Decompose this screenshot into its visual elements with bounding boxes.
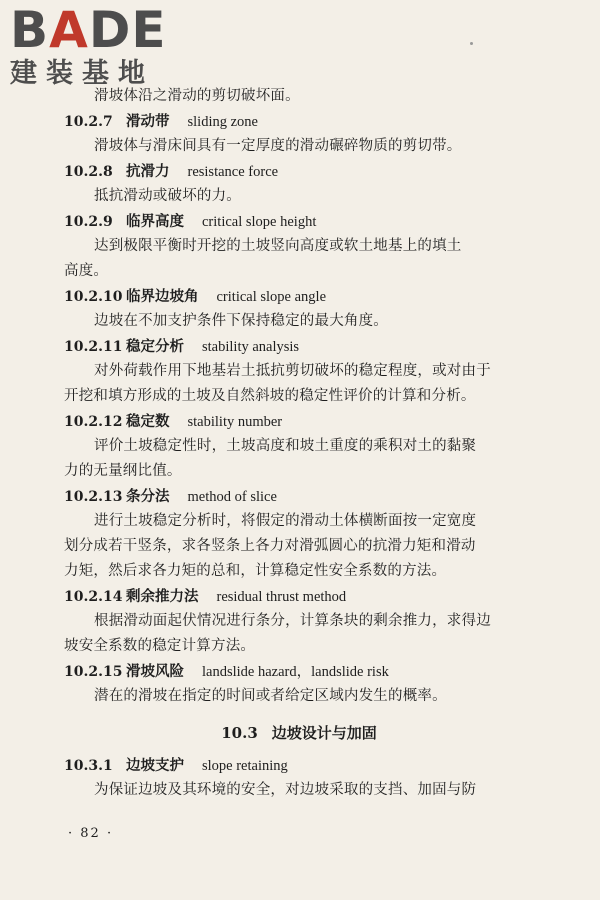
term-chinese: 滑坡风险 [126, 663, 184, 680]
term-definition-line: 滑坡体与滑床间具有一定厚度的滑动碾碎物质的剪切带。 [94, 138, 462, 154]
term-entry [64, 284, 534, 334]
term-definition-line: 潜在的滑坡在指定的时间或者给定区域内发生的概率。 [94, 688, 447, 704]
term-heading [64, 484, 534, 509]
term-definition-line: 进行土坡稳定分析时，将假定的滑动土体横断面按一定宽度 [94, 513, 477, 529]
section-heading [64, 715, 534, 751]
term-definition-line: 高度。 [64, 263, 109, 279]
entries-list-a [64, 109, 534, 709]
page-content [64, 84, 534, 803]
term-heading [64, 659, 534, 684]
term-definition-line: 为保证边坡及其环境的安全，对边坡采取的支挡、加固与防 [94, 782, 477, 798]
term-number: 10.2.15 [64, 664, 123, 680]
term-entry [64, 753, 534, 803]
logo-wordmark: BADE [10, 1, 167, 59]
section-number: 10.3 [221, 724, 258, 742]
term-chinese: 条分法 [126, 488, 170, 505]
term-number: 10.2.13 [64, 489, 123, 505]
term-chinese: 临界高度 [126, 213, 184, 230]
term-chinese: 边坡支护 [126, 757, 184, 774]
term-chinese: 抗滑力 [126, 163, 170, 180]
term-entry [64, 409, 534, 484]
term-number: 10.2.8 [64, 164, 113, 180]
term-definition-line: 对外荷载作用下地基岩土抵抗剪切破坏的稳定程度，或对由于 [94, 363, 491, 379]
entries-list-b [64, 753, 534, 803]
term-english: stability number [187, 414, 283, 430]
term-definition-line: 抵抗滑动或破坏的力。 [94, 188, 241, 204]
term-definition-line: 开挖和填方形成的土坡及自然斜坡的稳定性评价的计算和分析。 [64, 388, 476, 404]
term-entry [64, 484, 534, 584]
term-definition-line: 划分成若干竖条，求各竖条上各力对滑弧圆心的抗滑力矩和滑动 [64, 538, 476, 554]
intro-line: 滑坡体沿之滑动的剪切破坏面。 [94, 88, 300, 104]
term-number: 10.2.9 [64, 214, 113, 230]
term-definition-line: 坡安全系数的稳定计算方法。 [64, 638, 256, 654]
term-heading [64, 409, 534, 434]
term-entry [64, 584, 534, 659]
term-chinese: 滑动带 [126, 113, 170, 130]
term-chinese: 稳定分析 [126, 338, 184, 355]
term-heading [64, 334, 534, 359]
term-definition-line: 评价土坡稳定性时，土坡高度和坡土重度的乘积对土的黏聚 [94, 438, 477, 454]
term-number: 10.2.10 [64, 289, 123, 305]
term-english: residual thrust method [216, 589, 347, 605]
page-number: · 82 · [68, 826, 114, 841]
term-number: 10.2.7 [64, 114, 113, 130]
term-entry [64, 659, 534, 709]
term-chinese: 临界边坡角 [126, 288, 199, 305]
term-number: 10.2.12 [64, 414, 123, 430]
term-english: stability analysis [202, 339, 300, 355]
term-definition-line: 力矩，然后求各力矩的总和，计算稳定性安全系数的方法。 [64, 563, 447, 579]
term-chinese: 剩余推力法 [126, 588, 199, 605]
term-heading [64, 284, 534, 309]
term-english: resistance force [187, 164, 279, 180]
term-heading [64, 753, 534, 778]
term-entry [64, 109, 534, 159]
term-entry [64, 334, 534, 409]
term-english: method of slice [187, 489, 277, 505]
logo-subtitle: 建装基地 [10, 58, 154, 89]
term-english: landslide hazard，landslide risk [202, 664, 389, 680]
term-heading [64, 584, 534, 609]
term-english: critical slope height [202, 214, 317, 230]
term-entry [64, 159, 534, 209]
term-english: slope retaining [202, 758, 288, 774]
term-heading [64, 209, 534, 234]
term-chinese: 稳定数 [126, 413, 170, 430]
term-definition-line: 力的无量纲比值。 [64, 463, 182, 479]
section-title: 边坡设计与加固 [271, 724, 377, 742]
term-heading [64, 109, 534, 134]
term-definition-line: 达到极限平衡时开挖的土坡竖向高度或软土地基上的填土 [94, 238, 462, 254]
term-english: critical slope angle [216, 289, 327, 305]
term-entry [64, 209, 534, 284]
term-number: 10.3.1 [64, 758, 113, 774]
scan-speck [470, 42, 473, 45]
term-number: 10.2.14 [64, 589, 123, 605]
term-heading [64, 159, 534, 184]
logo [8, 2, 178, 90]
term-number: 10.2.11 [64, 339, 123, 355]
term-english: sliding zone [187, 114, 258, 130]
term-definition-line: 根据滑动面起伏情况进行条分，计算条块的剩余推力，求得边 [94, 613, 491, 629]
term-definition-line: 边坡在不加支护条件下保持稳定的最大角度。 [94, 313, 388, 329]
